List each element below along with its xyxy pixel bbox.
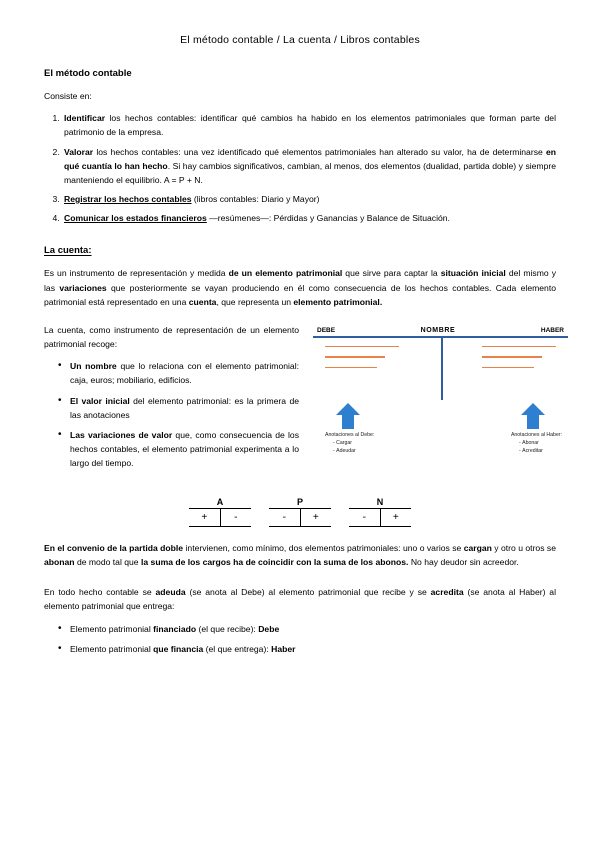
apn-letter: N [376, 496, 384, 507]
list-item-bold-end: Debe [258, 623, 280, 634]
note-title: Anotaciones al Haber: [510, 431, 562, 438]
apn-column-n [349, 497, 411, 527]
cuenta-bullet-list [44, 359, 299, 470]
elemento-patrimonial-list [44, 622, 556, 656]
section-heading-metodo-contable: El método contable [44, 68, 132, 79]
t-account-arrows [313, 402, 568, 432]
arrow-up-icon [335, 402, 361, 430]
apn-column-a [189, 497, 251, 527]
apn-left-sign: + [189, 509, 221, 526]
t-account-vertical-rule [441, 338, 443, 400]
apn-letter: P [296, 496, 303, 507]
apn-figure [44, 497, 556, 527]
list-item [60, 359, 299, 387]
entry-line [325, 346, 399, 348]
apn-right-sign: + [392, 511, 399, 523]
t-account-body [313, 338, 568, 400]
document-title: El método contable / La cuenta / Libros contables [180, 34, 420, 46]
apn-left-sign: - [269, 509, 301, 526]
t-account-debe-entries [325, 346, 399, 369]
list-item [62, 111, 556, 139]
apn-column-p [269, 497, 331, 527]
note-item: - Abonar [519, 440, 562, 448]
t-account-figure [313, 323, 568, 479]
list-item-text: que lo relaciona con el elemento patrimonial: caja, euros; mobiliario, edificios. [70, 361, 300, 386]
note-item: - Adeudar [333, 448, 374, 456]
list-item-text: los hechos contables: una vez identificado qué elementos patrimoniales han alterado su valor, ha de determinarse en qué cuantía lo han hecho. Si hay cambios significativos, cambian, al menos, dos elementos (dualidad, partida doble) y siempre manteniendo el equilibrio. A = P + N. [64, 146, 557, 185]
partida-doble-paragraph [44, 541, 556, 569]
apn-letter: A [216, 496, 224, 507]
cuenta-figure-block [44, 323, 564, 479]
list-item-bold-end: Haber [271, 643, 296, 654]
arrow-up-icon [520, 402, 546, 430]
apn-right-sign: + [312, 511, 319, 523]
list-item-lead: El valor inicial [70, 395, 130, 406]
section-heading-la-cuenta: La cuenta: [44, 245, 92, 257]
t-account-debe-label: DEBE [317, 326, 336, 334]
list-item-lead: Registrar los hechos contables [64, 194, 192, 205]
list-item-bold: financiado [153, 623, 197, 634]
list-item [62, 145, 556, 188]
entry-line [325, 367, 377, 369]
cuenta-text-column [44, 323, 299, 477]
partida-doble-text: intervienen, como mínimo, dos elementos patrimoniales: uno o varios se cargan y otro u otros se abonan de modo tal que la suma de los cargos ha de coincidir con la suma de los abonos. No hay deudor sin acreedor. [44, 542, 556, 568]
list-item-lead: Las variaciones de valor [70, 429, 173, 440]
list-item-lead: Un nombre [70, 361, 117, 372]
partida-doble-lead: En el convenio de la partida doble [44, 542, 184, 553]
list-item-mid: (el que entrega): [203, 643, 272, 654]
t-account-haber-entries [482, 346, 556, 369]
entry-line [482, 356, 542, 358]
list-item-lead: Comunicar los estados financieros [64, 213, 207, 224]
list-item-pre: Elemento patrimonial [70, 643, 154, 654]
list-item [62, 211, 556, 225]
list-item [60, 622, 556, 636]
adeuda-acredita-paragraph: En todo hecho contable se adeuda (se anota al Debe) al elemento patrimonial que recibe y se acredita (se anota al Haber) al elemento patrimonial que entrega: [44, 587, 556, 612]
t-account-note-haber [511, 432, 562, 456]
apn-left-sign: - [349, 509, 381, 526]
list-item-text: (libros contables: Diario y Mayor) [191, 194, 320, 205]
note-item: - Cargar [333, 440, 374, 448]
t-account-notes [313, 432, 568, 464]
list-item-lead: Identificar [64, 113, 106, 124]
entry-line [482, 367, 534, 369]
apn-right-sign: - [234, 511, 238, 523]
metodo-contable-list [44, 111, 556, 225]
list-item-bold: que financia [153, 643, 204, 654]
list-item-lead: Valorar [64, 146, 94, 157]
t-account-haber-label: HABER [540, 326, 564, 334]
list-item [62, 192, 556, 206]
cuenta-lead-in: La cuenta, como instrumento de representación de un elemento patrimonial recoge: [44, 324, 299, 350]
list-item-mid: (el que recibe): [196, 623, 259, 634]
list-item [60, 428, 299, 471]
entry-line [325, 356, 385, 358]
list-item [60, 394, 299, 422]
list-item-text: del elemento patrimonial: es la primera de las anotaciones [70, 395, 299, 420]
list-item-pre: Elemento patrimonial [70, 623, 154, 634]
intro-text-consiste-en: Consiste en: [44, 91, 92, 101]
la-cuenta-paragraph: Es un instrumento de representación y medida de un elemento patrimonial que sirve para captar la situación inicial del mismo y las variaciones que posteriormente se vayan produciendo en él como consecuencia de los hechos contables. Cada elemento patrimonial está representado en una cuenta, que representa un elemento patrimonial. [44, 268, 556, 307]
list-item-text: los hechos contables: identificar qué cambios ha habido en los elementos patrimoniales que forman parte del patrimonio de la empresa. [64, 113, 556, 138]
list-item-text: —resúmenes—: Pérdidas y Ganancias y Balance de Situación. [206, 213, 450, 224]
t-account-nombre-label: NOMBRE [420, 326, 456, 334]
t-account-note-debe [325, 432, 374, 456]
note-item: - Acreditar [519, 448, 562, 456]
note-title: Anotaciones al Debe: [325, 431, 375, 438]
list-item-text: que, como consecuencia de los hechos contables, el elemento patrimonial experimenta a lo largo del tiempo. [70, 429, 299, 469]
entry-line [482, 346, 556, 348]
list-item [60, 642, 556, 656]
